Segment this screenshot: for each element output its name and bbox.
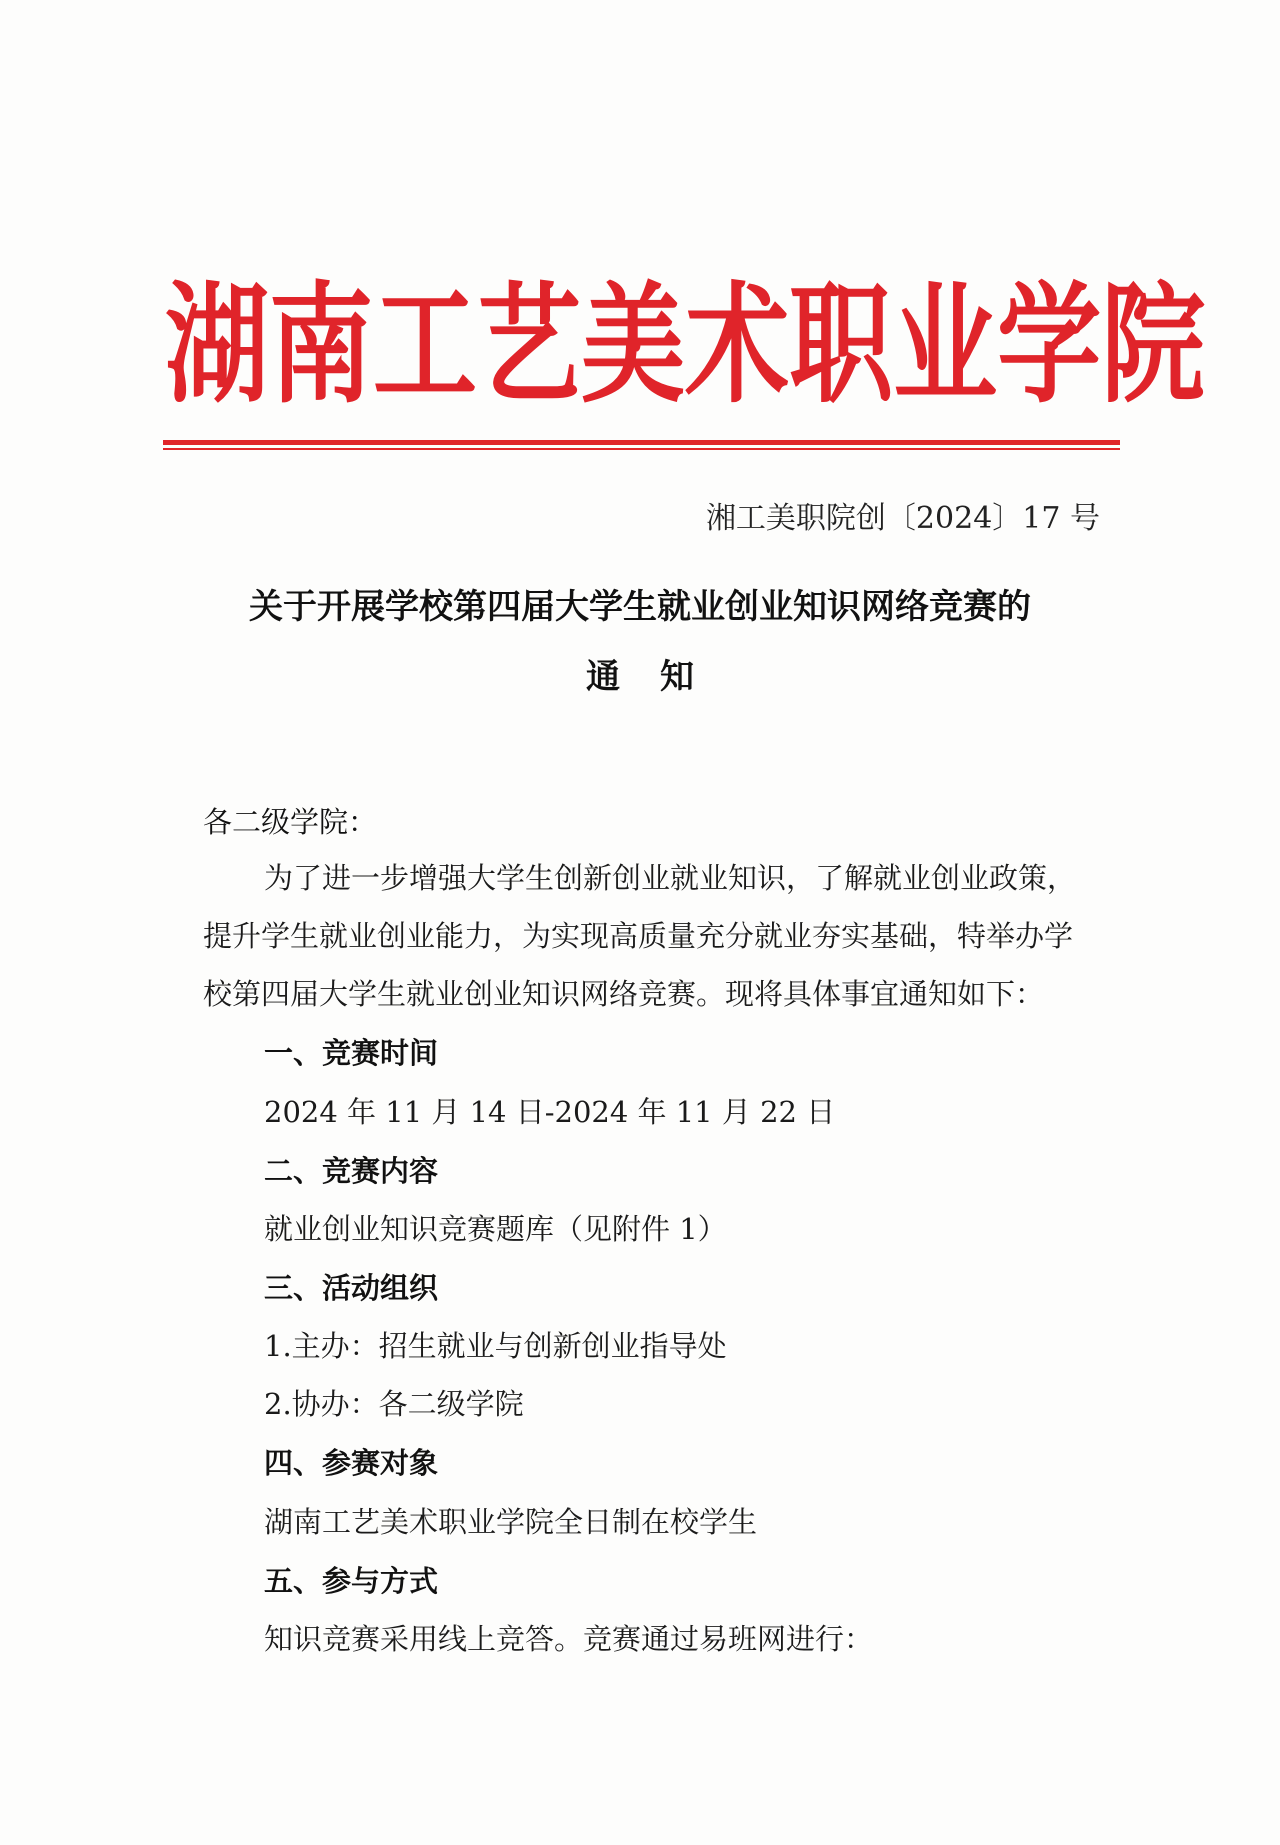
section-heading-method: 五、参与方式 bbox=[264, 1564, 439, 1598]
masthead-char: 院 bbox=[1101, 267, 1206, 422]
masthead-char: 学 bbox=[997, 267, 1102, 422]
masthead-char: 术 bbox=[685, 267, 790, 422]
salutation: 各二级学院： bbox=[203, 805, 378, 839]
intro-line-3: 校第四届大学生就业创业知识网络竞赛。现将具体事宜通知如下： bbox=[203, 977, 1045, 1011]
section-heading-participants: 四、参赛对象 bbox=[264, 1446, 439, 1480]
document-number: 湘工美职院创〔2024〕17 号 bbox=[705, 501, 1100, 536]
section-line-organizer: 1.主办：招生就业与创新创业指导处 bbox=[264, 1329, 727, 1363]
section-line-co-organizer: 2.协办：各二级学院 bbox=[264, 1387, 524, 1421]
red-divider-rule bbox=[163, 440, 1120, 445]
section-line-participants: 湖南工艺美术职业学院全日制在校学生 bbox=[264, 1505, 758, 1539]
masthead-char: 湖 bbox=[165, 267, 270, 422]
masthead-char: 艺 bbox=[477, 267, 582, 422]
document-title-line-1: 关于开展学校第四届大学生就业创业知识网络竞赛的 bbox=[249, 587, 1031, 627]
section-heading-time: 一、竞赛时间 bbox=[264, 1036, 439, 1070]
document-title-line-2: 通知 bbox=[586, 657, 734, 697]
section-heading-organization: 三、活动组织 bbox=[264, 1271, 439, 1305]
section-line-time: 2024 年 11 月 14 日-2024 年 11 月 22 日 bbox=[264, 1095, 836, 1129]
section-heading-content: 二、竞赛内容 bbox=[264, 1154, 439, 1188]
masthead-char: 业 bbox=[893, 267, 998, 422]
masthead-char: 美 bbox=[581, 267, 686, 422]
red-divider-rule-thin bbox=[163, 448, 1120, 450]
institution-masthead bbox=[165, 267, 1206, 422]
masthead-char: 南 bbox=[269, 267, 374, 422]
intro-line-1: 为了进一步增强大学生创新创业就业知识，了解就业创业政策， bbox=[264, 861, 1077, 895]
masthead-char: 工 bbox=[373, 267, 478, 422]
intro-line-2: 提升学生就业创业能力，为实现高质量充分就业夯实基础，特举办学 bbox=[203, 919, 1074, 953]
section-line-content: 就业创业知识竞赛题库（见附件 1） bbox=[264, 1212, 727, 1246]
masthead-char: 职 bbox=[789, 267, 894, 422]
section-line-method: 知识竞赛采用线上竞答。竞赛通过易班网进行： bbox=[264, 1622, 874, 1656]
